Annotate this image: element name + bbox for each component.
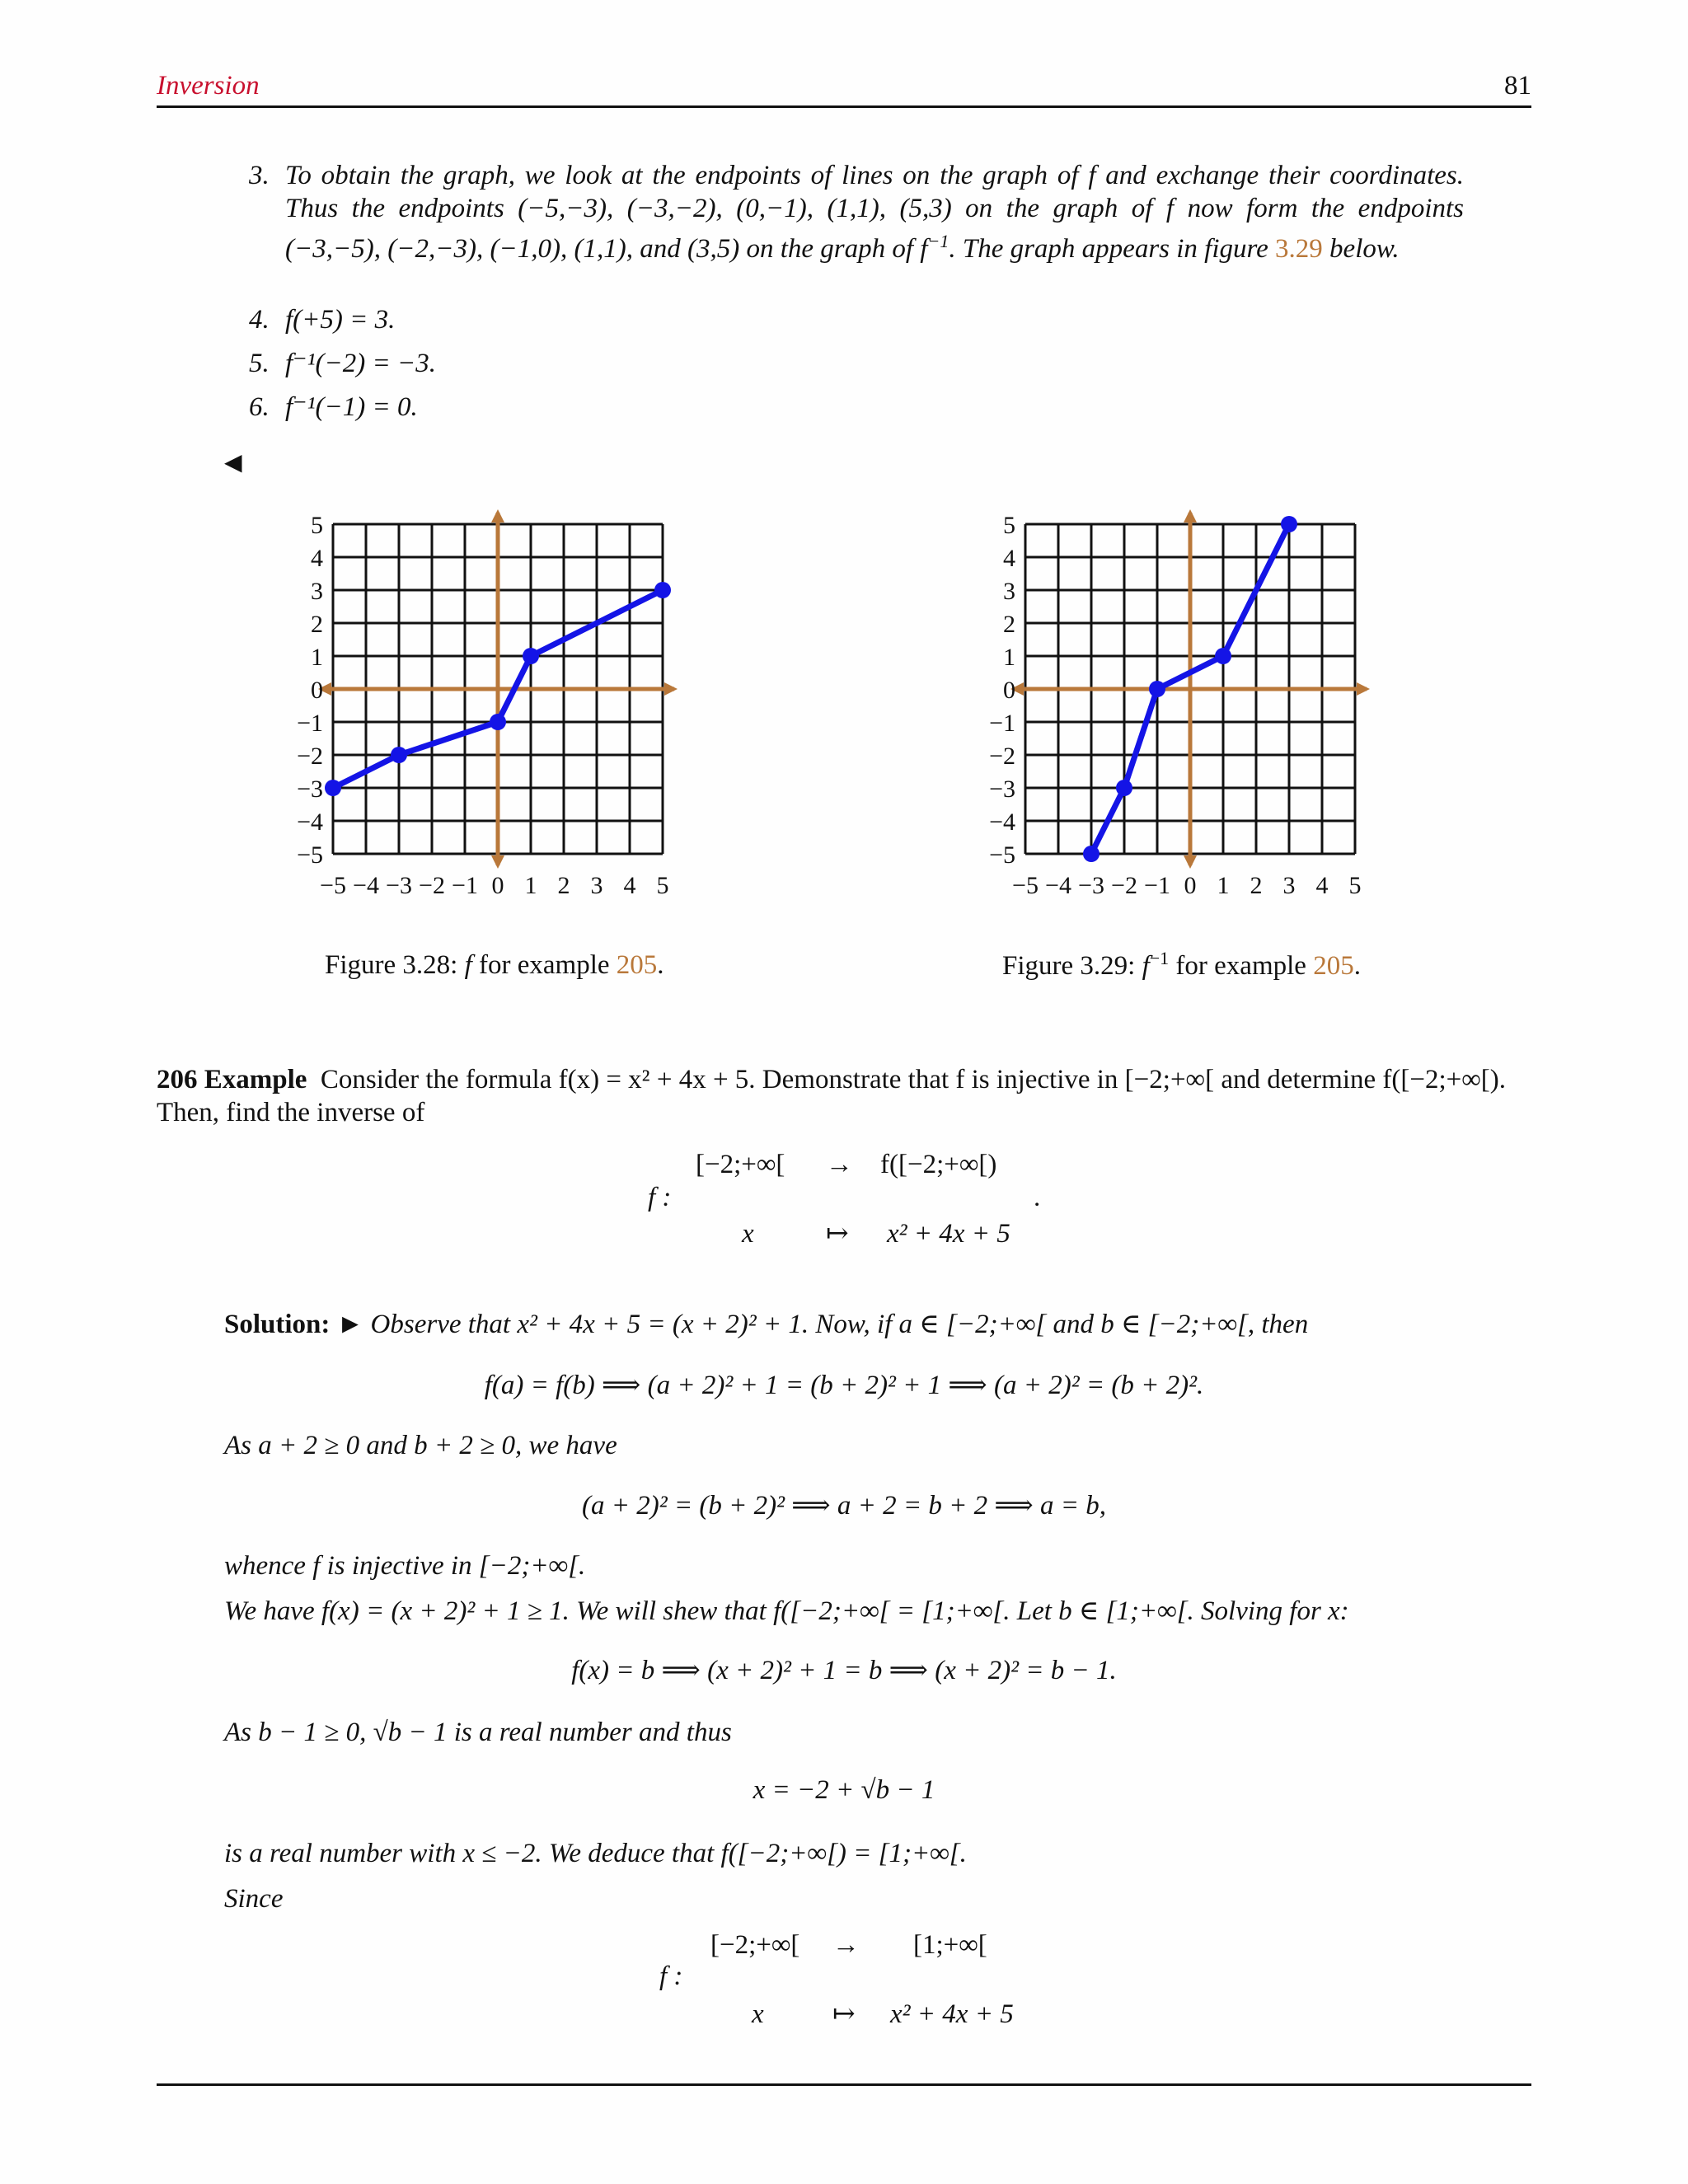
y-tick-label: −5 — [989, 841, 1015, 869]
item-5-number: 5. — [249, 349, 270, 378]
figure-3-29-link[interactable]: 3.29 — [1275, 234, 1323, 264]
equation-4: x = −2 + √b − 1 — [753, 1775, 935, 1805]
map1-codomain: f([−2;+∞[) — [880, 1150, 997, 1179]
y-tick-label: 4 — [1003, 545, 1015, 572]
example-206-line-2: Then, find the inverse of — [157, 1098, 425, 1127]
x-tick-label: 0 — [1184, 872, 1197, 899]
data-point — [391, 747, 407, 763]
map1-mapsto: ↦ — [826, 1219, 849, 1249]
solution-text-6: is a real number with x ≤ −2. We deduce that f([−2;+∞[) = [1;+∞[. — [224, 1839, 967, 1868]
item-3-line-3c: below. — [1322, 234, 1400, 264]
x-tick-label: 3 — [590, 872, 603, 899]
y-tick-label: 2 — [1003, 611, 1015, 638]
footer-rule — [157, 2083, 1531, 2086]
solution-label: Solution: — [224, 1310, 331, 1339]
y-tick-label: −5 — [297, 841, 323, 869]
x-tick-label: 2 — [1250, 872, 1263, 899]
map1-domain: [−2;+∞[ — [696, 1150, 785, 1179]
caption-mid: for example — [1169, 951, 1314, 981]
example-text-1: Consider the formula f(x) = x² + 4x + 5. Demonstrate that f is injective in [−2;+∞[ and determine f([−2;+∞[). — [320, 1065, 1507, 1094]
y-tick-label: 0 — [311, 677, 323, 704]
y-tick-label: 0 — [1003, 677, 1015, 704]
caption-function: f — [1142, 951, 1150, 981]
y-tick-label: −3 — [989, 776, 1015, 803]
caption-prefix: Figure 3.29: — [1002, 951, 1142, 981]
x-tick-label: −5 — [1012, 872, 1039, 899]
item-5-text: f⁻¹(−2) = −3. — [285, 349, 437, 378]
map2-f-label: f : — [659, 1961, 683, 1991]
y-tick-label: −1 — [989, 710, 1015, 737]
x-tick-label: −3 — [1078, 872, 1104, 899]
data-point — [654, 582, 671, 598]
example-205-link[interactable]: 205 — [616, 950, 658, 980]
item-3-number: 3. — [249, 161, 270, 190]
x-tick-label: 0 — [491, 872, 504, 899]
x-axis-arrow-right — [1357, 682, 1370, 696]
x-tick-label: 4 — [623, 872, 636, 899]
item-3-line-3b: . The graph appears in figure — [949, 234, 1276, 264]
caption-mid: for example — [471, 950, 617, 980]
x-tick-label: −2 — [1111, 872, 1137, 899]
chart-f-inverse — [940, 494, 1401, 923]
map1-arrow: → — [826, 1150, 853, 1179]
y-tick-label: 3 — [1003, 578, 1015, 605]
map2-codomain: [1;+∞[ — [913, 1930, 987, 1960]
page-number: 81 — [1504, 71, 1531, 101]
map2-arrow: → — [832, 1930, 860, 1960]
figure-3-29-caption — [1002, 948, 1361, 982]
x-tick-label: −5 — [320, 872, 346, 899]
equation-3: f(x) = b ⟹ (x + 2)² + 1 = b ⟹ (x + 2)² = b − 1. — [571, 1656, 1117, 1685]
item-3-line-3a: (−3,−5), (−2,−3), (−1,0), (1,1), and (3,5) on the graph of f — [285, 234, 928, 264]
solution-text-3: whence f is injective in [−2;+∞[. — [224, 1551, 586, 1581]
y-tick-label: −4 — [989, 808, 1015, 836]
x-tick-label: 5 — [1348, 872, 1362, 899]
solution-text-4: We have f(x) = (x + 2)² + 1 ≥ 1. We will shew that f([−2;+∞[ = [1;+∞[. Let b ∈ [1;+∞[. Solving for x: — [224, 1596, 1349, 1626]
y-axis-arrow-down — [1184, 855, 1197, 869]
caption-inverse-sup: −1 — [1149, 948, 1170, 968]
y-tick-label: −4 — [297, 808, 323, 836]
x-tick-label: −3 — [386, 872, 412, 899]
data-point — [490, 714, 506, 730]
data-point — [523, 648, 539, 664]
equation-2: (a + 2)² = (b + 2)² ⟹ a + 2 = b + 2 ⟹ a = b, — [582, 1491, 1106, 1521]
y-tick-label: 5 — [311, 512, 323, 539]
x-tick-label: −1 — [1144, 872, 1170, 899]
item-6-text: f⁻¹(−1) = 0. — [285, 392, 418, 422]
solution-text-1: Observe that x² + 4x + 5 = (x + 2)² + 1. Now, if a ∈ [−2;+∞[ and b ∈ [−2;+∞[, then — [370, 1310, 1309, 1339]
running-header-section: Inversion — [157, 71, 260, 101]
x-tick-label: −2 — [419, 872, 445, 899]
y-axis-arrow-up — [491, 509, 504, 523]
y-tick-label: −1 — [297, 710, 323, 737]
x-tick-label: 2 — [557, 872, 570, 899]
x-tick-label: 1 — [1217, 872, 1230, 899]
data-point — [1149, 681, 1165, 697]
data-point — [325, 780, 341, 796]
y-axis-arrow-down — [491, 855, 504, 869]
end-of-solution-marker: ◀ — [224, 450, 242, 476]
y-tick-label: 3 — [311, 578, 323, 605]
solution-marker: ► — [336, 1310, 364, 1339]
item-3-inverse-sup: −1 — [927, 231, 950, 251]
caption-prefix: Figure 3.28: — [325, 950, 465, 980]
y-axis-arrow-up — [1184, 509, 1197, 523]
x-tick-label: 5 — [656, 872, 669, 899]
caption-function: f — [464, 950, 472, 980]
y-tick-label: 2 — [311, 611, 323, 638]
map1-variable: x — [742, 1219, 754, 1249]
caption-post: . — [1353, 951, 1361, 981]
solution-text-5: As b − 1 ≥ 0, √b − 1 is a real number and thus — [224, 1718, 732, 1747]
item-3-line-3 — [285, 225, 1400, 265]
x-axis-arrow-right — [664, 682, 678, 696]
solution-text-7: Since — [224, 1884, 284, 1914]
item-4-text: f(+5) = 3. — [285, 305, 396, 335]
map2-variable: x — [752, 1999, 764, 2029]
y-tick-label: −3 — [297, 776, 323, 803]
item-4-number: 4. — [249, 305, 270, 335]
map2-expression: x² + 4x + 5 — [890, 1999, 1014, 2029]
y-tick-label: 1 — [311, 644, 323, 671]
map1-expression: x² + 4x + 5 — [887, 1219, 1010, 1249]
caption-post: . — [657, 950, 664, 980]
map1-f-label: f : — [648, 1183, 672, 1212]
chart-f — [247, 494, 709, 923]
header-rule — [157, 105, 1531, 108]
x-tick-label: 1 — [524, 872, 537, 899]
y-tick-label: 1 — [1003, 644, 1015, 671]
map2-mapsto: ↦ — [832, 1999, 856, 2029]
x-tick-label: 3 — [1282, 872, 1296, 899]
x-tick-label: −4 — [353, 872, 379, 899]
y-tick-label: 5 — [1003, 512, 1015, 539]
figure-3-28-caption — [325, 950, 664, 981]
map1-period: . — [1034, 1183, 1041, 1212]
equation-1: f(a) = f(b) ⟹ (a + 2)² + 1 = (b + 2)² + 1 ⟹ (a + 2)² = (b + 2)². — [484, 1371, 1204, 1400]
example-206-line-1 — [157, 1063, 1506, 1096]
solution-text-2: As a + 2 ≥ 0 and b + 2 ≥ 0, we have — [224, 1431, 617, 1460]
y-tick-label: −2 — [297, 743, 323, 770]
solution-line-1 — [224, 1308, 1308, 1341]
item-3-line-1: To obtain the graph, we look at the endpoints of lines on the graph of f and exchange their coordinates. — [285, 161, 1464, 190]
data-point — [1083, 846, 1100, 862]
example-label: 206 Example — [157, 1065, 307, 1094]
x-tick-label: −1 — [452, 872, 478, 899]
item-6-number: 6. — [249, 392, 270, 422]
example-205-link[interactable]: 205 — [1313, 951, 1354, 981]
y-tick-label: −2 — [989, 743, 1015, 770]
map2-domain: [−2;+∞[ — [710, 1930, 800, 1960]
y-tick-label: 4 — [311, 545, 323, 572]
data-point — [1281, 516, 1297, 532]
data-point — [1215, 648, 1231, 664]
data-point — [1116, 780, 1132, 796]
x-tick-label: 4 — [1315, 872, 1329, 899]
x-tick-label: −4 — [1045, 872, 1071, 899]
item-3-line-2: Thus the endpoints (−5,−3), (−3,−2), (0,−1), (1,1), (5,3) on the graph of f now form the endpoints — [285, 194, 1464, 223]
